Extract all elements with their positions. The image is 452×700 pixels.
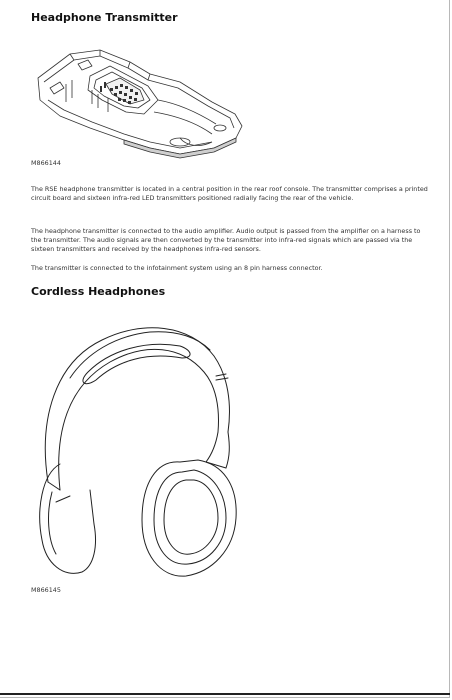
transmitter-paragraph-2: The headphone transmitter is connected to the audio amplifier. Audio output is passed from the amplifier on a harness to the transmitter. The audio signals are then converted by the transmitter into infra-red signals which are passed via the sixteen transmitters and received by the headphones infra-red sensors. bbox=[31, 227, 421, 253]
headphone-transmitter-heading: Headphone Transmitter bbox=[31, 11, 178, 24]
page-bottom-rule bbox=[0, 693, 450, 695]
cordless-headphones-heading: Cordless Headphones bbox=[31, 285, 166, 298]
figure-caption-headphones: M866145 bbox=[31, 586, 61, 594]
headphones-illustration bbox=[30, 314, 245, 584]
figure-caption-transmitter: M866144 bbox=[31, 159, 61, 167]
transmitter-paragraph-1: The RSE headphone transmitter is located in a central position in the rear roof console. The transmitter comprises a printed circuit board and sixteen infra-red LED transmitters positioned radially facing the rear of the vehicle. bbox=[31, 185, 428, 202]
transmitter-illustration bbox=[30, 42, 245, 160]
transmitter-paragraph-3: The transmitter is connected to the infotainment system using an 8 pin harness connector. bbox=[31, 264, 323, 272]
